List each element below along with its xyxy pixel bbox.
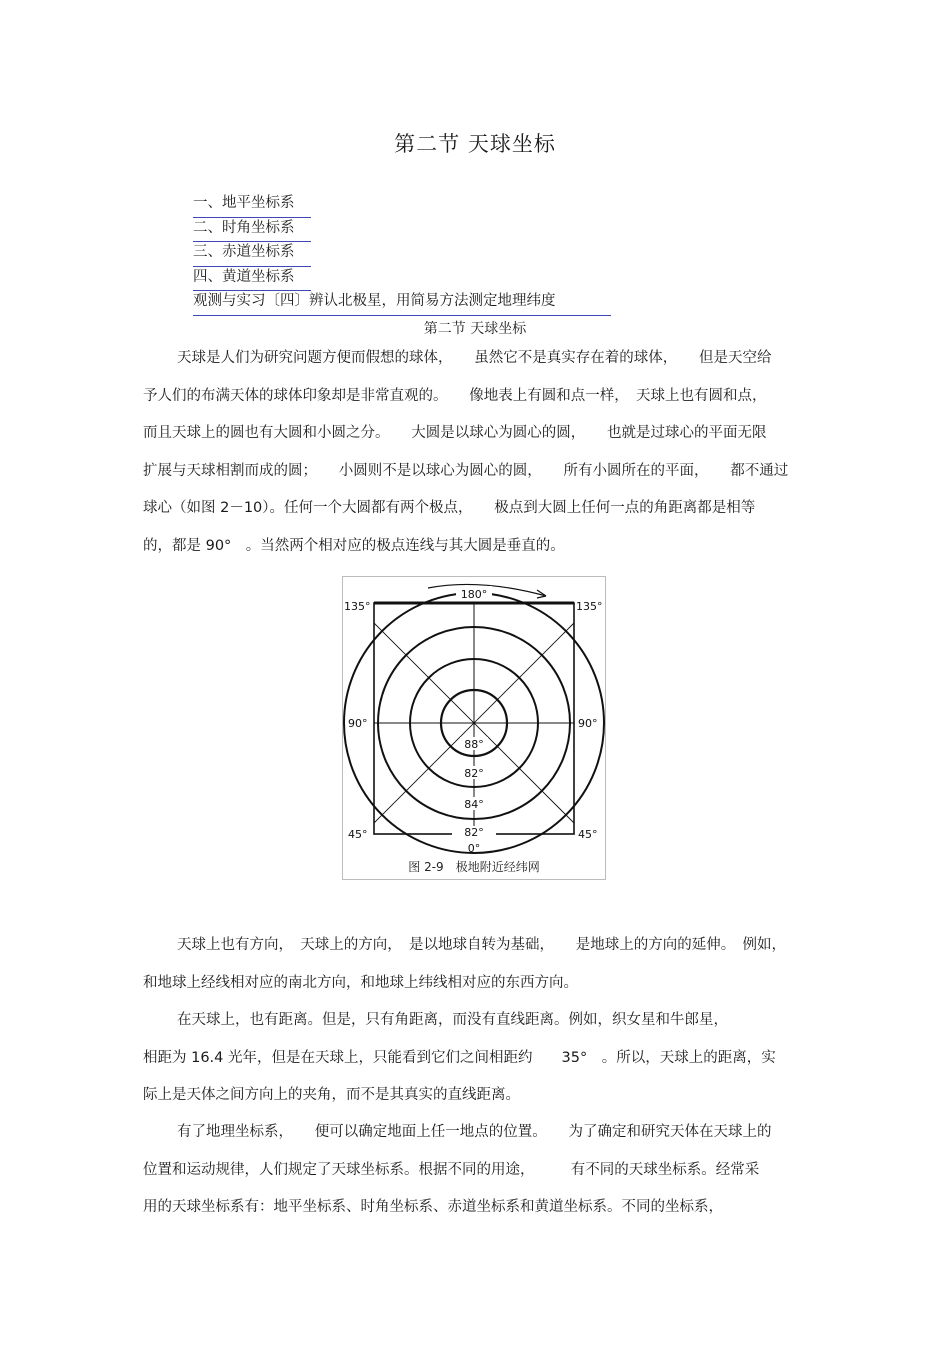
section-subtitle: 第二节 天球坐标 [423, 321, 527, 337]
paragraph-distance [143, 1005, 808, 1118]
text-line: 而且天球上的圆也有大圆和小圆之分。 大圆是以球心为圆心的圆， 也就是过球心的平面无限 [143, 425, 767, 441]
ring-label-3: 84° [464, 798, 484, 811]
paragraph-celestial-sphere [143, 343, 808, 568]
label-left-mid: 90° [348, 717, 368, 730]
toc-link-observation-practice[interactable]: 观测与实习〔四〕辨认北极星，用简易方法测定地理纬度 [193, 291, 611, 316]
ring-label-4: 82° [464, 826, 484, 839]
text-line: 的，都是 90° 。当然两个相对应的极点连线与其大圆是垂直的。 [143, 537, 565, 554]
text-line: 相距为 16.4 光年，但是在天球上，只能看到它们之间相距约 35° 。所以，天球上的距离，实 [143, 1049, 776, 1066]
label-bottom: 0° [467, 842, 481, 855]
text-line: 际上是天体之间方向上的夹角，而不是其真实的直线距离。 [143, 1087, 520, 1103]
label-left-bottom: 45° [348, 828, 368, 841]
toc-link-ecliptic-system[interactable]: 四、黄道坐标系 [193, 267, 311, 292]
label-right-mid: 90° [578, 717, 598, 730]
text-line: 有了地理坐标系， 便可以确定地面上任一地点的位置。 为了确定和研究天体在天球上的 [177, 1124, 772, 1140]
text-line: 球心（如图 2－10）。任何一个大圆都有两个极点， 极点到大圆上任何一点的角距离都是相等 [143, 500, 756, 516]
text-line: 位置和运动规律，人们规定了天球坐标系。根据不同的用途， 有不同的天球坐标系。经常采 [143, 1161, 760, 1178]
ring-label-2: 82° [464, 767, 484, 780]
polar-grid-diagram [342, 576, 606, 880]
figure-caption: 图 2-9 极地附近经纬网 [408, 860, 540, 874]
text-line: 在天球上，也有距离。但是，只有角距离，而没有直线距离。例如，织女星和牛郎星， [177, 1012, 728, 1028]
text-line: 天球上也有方向， 天球上的方向， 是以地球自转为基础， 是地球上的方向的延伸。 例如， [177, 937, 786, 953]
text-line: 扩展与天球相割而成的圆； 小圆则不是以球心为圆心的圆， 所有小圆所在的平面， 都不通过 [143, 462, 789, 479]
toc-link-equatorial-system[interactable]: 三、赤道坐标系 [193, 242, 311, 267]
text-line: 和地球上经线相对应的南北方向，和地球上纬线相对应的东西方向。 [143, 974, 578, 991]
label-left-top: 135° [344, 600, 371, 613]
table-of-contents [193, 193, 611, 316]
toc-link-horizon-system[interactable]: 一、地平坐标系 [193, 193, 311, 218]
text-line: 予人们的布满天体的球体印象却是非常直观的。 像地表上有圆和点一样， 天球上也有圆和点， [143, 387, 767, 404]
label-right-top: 135° [576, 600, 603, 613]
paragraph-coordinate-systems [143, 1117, 808, 1230]
figure-polar-grid [342, 576, 606, 880]
text-line: 天球是人们为研究问题方便而假想的球体， 虽然它不是真实存在着的球体， 但是天空给 [177, 350, 772, 366]
toc-link-hour-angle-system[interactable]: 二、时角坐标系 [193, 218, 311, 243]
page-title: 第二节 天球坐标 [394, 132, 556, 156]
paragraph-direction [143, 930, 808, 1005]
text-line: 用的天球坐标系有：地平坐标系、时角坐标系、赤道坐标系和黄道坐标系。不同的坐标系， [143, 1199, 723, 1215]
label-right-bottom: 45° [578, 828, 598, 841]
ring-label-1: 88° [464, 738, 484, 751]
label-top: 180° [460, 588, 488, 601]
